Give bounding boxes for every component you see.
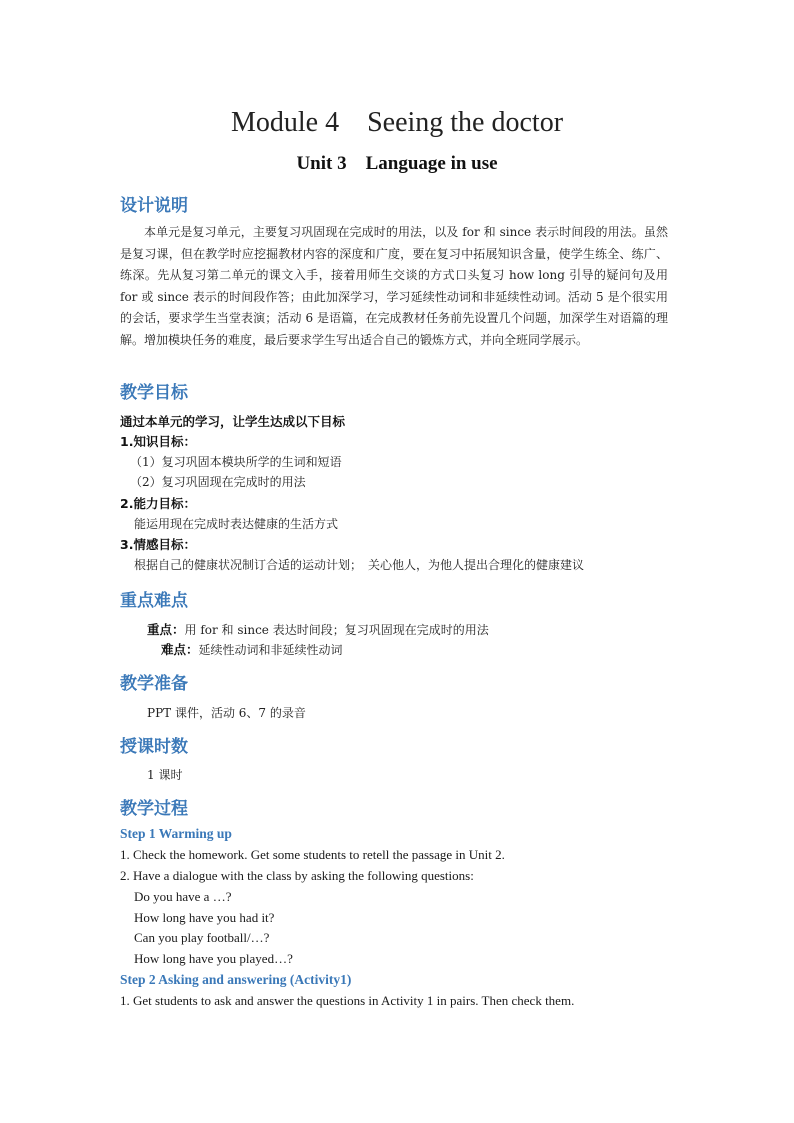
step-2-item-1: 1. Get students to ask and answer the questions in Activity 1 in pairs. Then check them.	[120, 993, 575, 1008]
key-text: 用 for 和 since 表达时间段；复习巩固现在完成时的用法	[184, 623, 489, 637]
step-1-title: Step 1 Warming up	[120, 826, 232, 841]
document-title: Module 4 Seeing the doctor	[230, 107, 564, 138]
question-1: Do you have a …?	[134, 889, 232, 904]
ability-label: 2.能力目标：	[120, 496, 196, 511]
question-4: How long have you played…?	[134, 951, 293, 966]
emotion-label: 3.情感目标：	[120, 537, 196, 552]
heading-preparation: 教学准备	[120, 674, 188, 694]
key-label: 重点：	[147, 622, 185, 637]
key-point-row	[147, 620, 489, 638]
emotion-text: 根据自己的健康状况制订合适的运动计划； 关心他人，为他人提出合理化的健康建议	[134, 558, 585, 572]
difficult-text: 延续性动词和非延续性动词	[198, 643, 343, 657]
question-3: Can you play football/…?	[134, 930, 270, 945]
heading-key-points: 重点难点	[120, 591, 188, 611]
knowledge-item-2: （2）复习巩固现在完成时的用法	[130, 475, 306, 489]
document-subtitle: Unit 3 Language in use	[296, 153, 498, 174]
question-2: How long have you had it?	[134, 910, 275, 925]
knowledge-label: 1.知识目标：	[120, 434, 196, 449]
step-1-item-1: 1. Check the homework. Get some students to retell the passage in Unit 2.	[120, 847, 505, 862]
step-2-title: Step 2 Asking and answering (Activity1)	[120, 972, 352, 987]
difficult-point-row	[161, 640, 343, 658]
objectives-intro: 通过本单元的学习，让学生达成以下目标	[120, 414, 346, 429]
preparation-text: PPT 课件，活动 6、7 的录音	[147, 706, 306, 720]
difficult-label: 难点：	[161, 642, 199, 657]
step-1-item-2: 2. Have a dialogue with the class by asking the following questions:	[120, 868, 474, 883]
design-paragraph-text: 本单元是复习单元，主要复习巩固现在完成时的用法，以及 for 和 since 表示时间段的用法。虽然是复习课，但在教学时应挖掘教材内容的深度和广度，要在复习中拓展知识含量，使学生练全、练广、练深。先从复习第二单元的课文入手，接着用师生交谈的方式口头复习 how long 引导的疑问句及用 for 或 since 表示的时间段作答；由此加深学习，学习延续性动词和非延续性动词。活动 5 是个很实用的会话，要求学生当堂表演；活动 6 是语篇，在完成教材任务前先设置几个问题，加深学生对语篇的理解。增加模块任务的难度，最后要求学生写出适合自己的锻炼方式，并向全班同学展示。	[120, 225, 668, 347]
heading-objectives: 教学目标	[120, 383, 188, 403]
design-paragraph	[120, 222, 668, 351]
heading-process: 教学过程	[120, 799, 188, 819]
ability-text: 能运用现在完成时表达健康的生活方式	[134, 517, 339, 531]
hours-text: 1 课时	[147, 768, 183, 782]
heading-hours: 授课时数	[120, 737, 188, 757]
knowledge-item-1: （1）复习巩固本模块所学的生词和短语	[130, 455, 342, 469]
heading-design: 设计说明	[120, 196, 188, 216]
